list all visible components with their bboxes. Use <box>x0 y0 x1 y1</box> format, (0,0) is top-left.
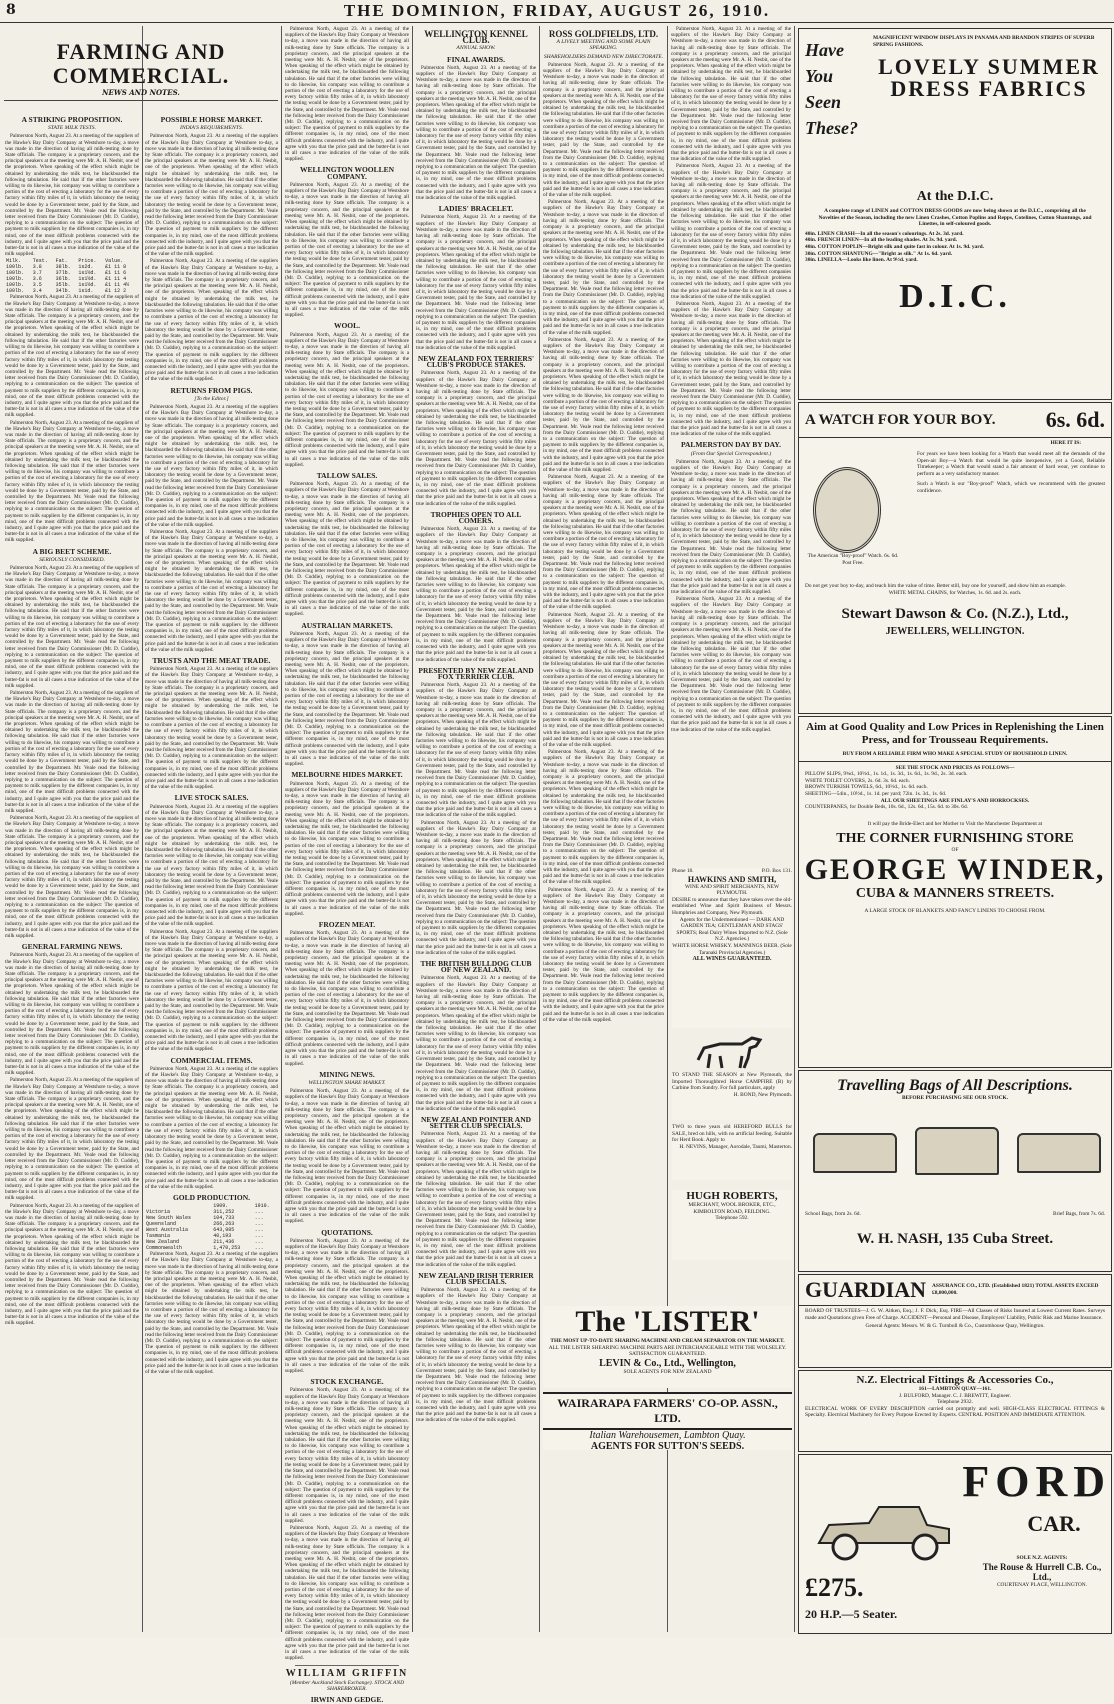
dic-item: 40in. FRENCH LINEN—In all the leading shades. At 3s. 9d. yard. <box>805 237 958 244</box>
advert-body: WHITE HORSE WHISKY. MANNINGS BEER. (Sole Taranaki Provincial Agencies.) <box>672 942 792 956</box>
advert-firm: WAIRARAPA FARMERS' CO-OP. ASSN., LTD. <box>543 1392 792 1430</box>
article-body: Palmerston North, August 23. At a meeting of the suppliers of the Hawke's Bay Dairy Company at Westshore to-day, a move was made in the direction of having all milk-testing done by State officials. The company is a proprietary concern, and the principal speakers at the meeting were Mr. A. H. Nesbit, one of the proprietors. When speaking of the effect which might be obtained by undertaking the milk test, he blackboarded the following tabulation. He said that if the other factories were willing to do likewise, his company was willing to contribute a portion of the cost of erecting a laboratory for the use of every factory within fifty miles of it, in which laboratory the testing would be done by a Government tester, paid by the State, and controlled by the Department. Mr. Veale read the following letter received from the Dairy Commissioner (Mr. D. Cuddie), replying to a communication on the subject: The question of payment to milk suppliers by the different companies is, in my mind, one of the most difficult problems connected with the industry, and I quite agree with you that the price paid and the butter-fat is not in all cases a true indication of the value of the milk supplied. <box>145 1251 278 1375</box>
advert-agents: AGENTS FOR SUTTON'S SEEDS. <box>590 1441 745 1452</box>
gladstone-bag-icon <box>915 1127 999 1175</box>
ford-car: CAR. <box>1027 1511 1081 1536</box>
advert-firm: HAWKINS AND SMITH, <box>687 874 777 884</box>
winder-see: SEE THE STOCK AND PRICES AS FOLLOWS— <box>895 764 1015 771</box>
article-body: Palmerston North, August 23. At a meeting of the suppliers of the Hawke's Bay Dairy Company at Westshore to-day, a move was made in the direction of having all milk-testing done by State officials. The company is a proprietary concern, and the principal speakers at the meeting were Mr. A. H. Nesbit, one of the proprietors. When speaking of the effect which might be obtained by undertaking the milk test, he blackboarded the following tabulation. He said that if the other factories were willing to do likewise, his company was willing to contribute a portion of the cost of erecting a laboratory for the use of every factory within fifty miles of it, in which laboratory the testing would be done by a Government tester, paid by the State, and controlled by the Department. Mr. Veale read the following letter received from the Dairy Commissioner (Mr. D. Cuddie), replying to a communication on the subject: The question of payment to milk suppliers by the different companies is, in my mind, one of the most difficult problems connected with the industry, and I quite agree with you that the price paid and the butter-fat is not in all cases a true indication of the value of the milk supplied. <box>145 803 278 928</box>
winder-buy: BUY FROM A RELIABLE FIRM WHO MAKE A SPECIAL STUDY OF HOUSEHOLD LINEN. <box>842 751 1068 757</box>
masthead-title: THE DOMINION, FRIDAY, AUGUST 26, 1910. <box>343 1 771 20</box>
article-heading: WELLINGTON KENNEL CLUB. <box>424 29 528 46</box>
nzelec-tel: Telephone 2932. <box>937 1399 973 1406</box>
article-heading: TALLOW SALES. <box>316 471 378 481</box>
column-rule <box>412 26 413 1632</box>
table-row: 100lb. 3.5 35lb. 1s1½d. £1 11 4½ <box>6 282 130 289</box>
advert-hereford <box>672 1124 792 1180</box>
article-body: Palmerston North, August 23. At a meeting of the suppliers of the Hawke's Bay Dairy Company at Westshore to-day, a move was made in the direction of having all milk-testing done by State officials. The company is a proprietary concern, and the principal speakers at the meeting were Mr. A. H. Nesbit, one of the proprietors. When speaking of the effect which might be obtained by undertaking the milk test, he blackboarded the following tabulation. He said that if the other factories were willing to do likewise, his company was willing to contribute a portion of the cost of erecting a laboratory for the use of every factory within fifty miles of it, in which laboratory the testing would be done by a Government tester, paid by the State, and controlled by the Department. Mr. Veale read the following letter received from the Dairy Commissioner (Mr. D. Cuddie), replying to a communication on the subject: The question of payment to milk suppliers by the different companies is, in my mind, one of the most difficult problems connected with the industry, and I quite agree with you that the price paid and the butter-fat is not in all cases a true indication of the value of the milk supplied. <box>416 682 536 819</box>
box-text: P.O. Box 131. <box>761 868 792 874</box>
article-subheading: SERIOUSLY CONSIDERED. <box>39 556 105 563</box>
ford-title: FORD <box>962 1457 1111 1506</box>
divider <box>799 761 1111 762</box>
article-heading: WOOL. <box>333 321 361 331</box>
article-body: Palmerston North, August 23. At a meeting of the suppliers of the Hawke's Bay Dairy Company at Westshore to-day, a move was made in the direction of having all milk-testing done by State officials. The company is a proprietary concern, and the principal speakers at the meeting were Mr. A. H. Nesbit, one of the proprietors. When speaking of the effect which might be obtained by undertaking the milk test, he blackboarded the following tabulation. He said that if the other factories were willing to do likewise, his company was willing to contribute a portion of the cost of erecting a laboratory for the use of every factory within fifty miles of it, in which laboratory the testing would be done by a Government tester, paid by the State, and controlled by the Department. Mr. Veale read the following letter received from the Dairy Commissioner (Mr. D. Cuddie), replying to a communication on the subject: The question of payment to milk suppliers by the different companies is, in my mind, one of the most difficult problems connected with the industry, and I quite agree with you that the price paid and the butter-fat is not in all cases a true indication of the value of the milk supplied. <box>543 749 664 886</box>
advert-sub: Italian Warehousemen, Lambton Quay. <box>589 1430 746 1441</box>
winder-name: GEORGE WINDER, <box>804 852 1106 886</box>
article-body: Palmerston North, August 23. At a meeting of the suppliers of the Hawke's Bay Dairy Company at Westshore to-day, a move was made in the direction of having all milk-testing done by State officials. The company is a proprietary concern, and the principal speakers at the meeting were Mr. A. H. Nesbit, one of the proprietors. When speaking of the effect which might be obtained by undertaking the milk test, he blackboarded the following tabulation. He said that if the other factories were willing to do likewise, his company was willing to contribute a portion of the cost of erecting a laboratory for the use of every factory within fifty miles of it, in which laboratory the testing would be done by a Government tester, paid by the State, and controlled by the Department. Mr. Veale read the following letter received from the Dairy Commissioner (Mr. D. Cuddie), replying to a communication on the subject: The question of payment to milk suppliers by the different companies is, in my mind, one of the most difficult problems connected with the industry, and I quite agree with you that the price paid and the butter-fat is not in all cases a true indication of the value of the milk supplied. <box>671 300 791 438</box>
dic-side <box>805 37 867 141</box>
watch-price: 6s. 6d. <box>1045 407 1105 432</box>
article-body: Palmerston North, August 23. At a meeting of the suppliers of the Hawke's Bay Dairy Company at Westshore to-day, a move was made in the direction of having all milk-testing done by State officials. The company is a proprietary concern, and the principal speakers at the meeting were Mr. A. H. Nesbit, one of the proprietors. When speaking of the effect which might be obtained by undertaking the milk test, he blackboarded the following tabulation. He said that if the other factories were willing to do likewise, his company was willing to contribute a portion of the cost of erecting a laboratory for the use of every factory within fifty miles of it, in which laboratory the testing would be done by a Government tester, paid by the State, and controlled by the Department. Mr. Veale read the following letter received from the Dairy Commissioner (Mr. D. Cuddie), replying to a communication on the subject: The question of payment to milk suppliers by the different companies is, in my mind, one of the most difficult problems connected with the industry, and I quite agree with you that the price paid and the butter-fat is not in all cases a true indication of the value of the milk supplied. <box>285 1524 409 1662</box>
watch-here: HERE IT IS: <box>1050 440 1081 446</box>
winder-line: SHEETING—54in., 10½d., 1s. 1d. per yard; 72in. 1s. 3d., 1s. 6d. <box>805 790 947 797</box>
article-heading: MELBOURNE HIDES MARKET. <box>291 770 403 780</box>
article-body: Palmerston North, August 23. At a meeting of the suppliers of the Hawke's Bay Dairy Company at Westshore to-day, a move was made in the direction of having all milk-testing done by State officials. The company is a proprietary concern, and the principal speakers at the meeting were Mr. A. H. Nesbit, one of the proprietors. When speaking of the effect which might be obtained by undertaking the milk test, he blackboarded the following tabulation. He said that if the other factories were willing to do likewise, his company was willing to contribute a portion of the cost of erecting a laboratory for the use of every factory within fifty miles of it, in which laboratory the testing would be done by a Government tester, paid by the State, and controlled by the Department. Mr. Veale read the following letter received from the Dairy Commissioner (Mr. D. Cuddie), replying to a communication on the subject: The question of payment to milk suppliers by the different companies is, in my mind, one of the most difficult problems connected with the industry, and I quite agree with you that the price paid and the butter-fat is not in all cases a true indication of the value of the milk supplied. <box>285 780 409 917</box>
ford-agents: SOLE N.Z. AGENTS: <box>1016 1555 1068 1561</box>
bags-title: Travelling Bags of All Descriptions. <box>837 1077 1073 1094</box>
dic-main <box>873 35 1105 100</box>
article-body: Palmerston North, August 23. At a meeting of the suppliers of the Hawke's Bay Dairy Company at Westshore to-day, a move was made in the direction of having all milk-testing done by State officials. The company is a proprietary concern, and the principal speakers at the meeting were Mr. A. H. Nesbit, one of the proprietors. When speaking of the effect which might be obtained by undertaking the milk test, he blackboarded the following tabulation. He said that if the other factories were willing to do likewise, his company was willing to contribute a portion of the cost of erecting a laboratory for the use of every factory within fifty miles of it, in which laboratory the testing would be done by a Government tester, paid by the State, and controlled by the Department. Mr. Veale read the following letter received from the Dairy Commissioner (Mr. D. Cuddie), replying to a communication on the subject: The question of payment to milk suppliers by the different companies is, in my mind, one of the most difficult problems connected with the industry, and I quite agree with you that the price paid and the butter-fat is not in all cases a true indication of the value of the milk supplied. <box>416 819 536 956</box>
winder-of: OF <box>951 847 959 854</box>
advert-hawkins-smith <box>672 868 792 1028</box>
advert-dic <box>798 28 1112 400</box>
column-2 <box>145 112 278 1632</box>
column-4 <box>416 26 536 1632</box>
article-body: Palmerston North, August 23. At a meeting of the suppliers of the Hawke's Bay Dairy Company at Westshore to-day, a move was made in the direction of having all milk-testing done by State officials. The company is a proprietary concern, and the principal speakers at the meeting were Mr. A. H. Nesbit, one of the proprietors. When speaking of the effect which might be obtained by undertaking the milk test, he blackboarded the following tabulation. He said that if the other factories were willing to do likewise, his company was willing to contribute a portion of the cost of erecting a laboratory for the use of every factory within fifty miles of it, in which laboratory the testing would be done by a Government tester, paid by the State, and controlled by the Department. Mr. Veale read the following letter received from the Dairy Commissioner (Mr. D. Cuddie), replying to a communication on the subject: The question of payment to milk suppliers by the different companies is, in my mind, one of the most difficult problems connected with the industry, and I quite agree with you that the price paid and the butter-fat is not in all cases a true indication of the value of the milk supplied. <box>5 419 139 544</box>
advert-bags <box>798 1070 1112 1272</box>
article-body: Palmerston North, August 23. At a meeting of the suppliers of the Hawke's Bay Dairy Company at Westshore to-day, a move was made in the direction of having all milk-testing done by State officials. The company is a proprietary concern, and the principal speakers at the meeting were Mr. A. H. Nesbit, one of the proprietors. When speaking of the effect which might be obtained by undertaking the milk test, he blackboarded the following tabulation. He said that if the other factories were willing to do likewise, his company was willing to contribute a portion of the cost of erecting a laboratory for the use of every factory within fifty miles of it, in which laboratory the testing would be done by a Government tester, paid by the State, and controlled by the Department. Mr. Veale read the following letter received from the Dairy Commissioner (Mr. D. Cuddie), replying to a communication on the subject: The question of payment to milk suppliers by the different companies is, in my mind, one of the most difficult problems connected with the industry, and I quite agree with you that the price paid and the butter-fat is not in all cases a true indication of the value of the milk supplied. <box>543 61 664 199</box>
dic-logo: D.I.C. <box>899 277 1011 315</box>
article-heading: RETURNS FROM PIGS. <box>170 385 253 395</box>
table-row: Tasmania 40,193 ... <box>146 1233 264 1240</box>
article-body: Palmerston North, August 23. At a meeting of the suppliers of the Hawke's Bay Dairy Company at Westshore to-day, a move was made in the direction of having all milk-testing done by State officials. The company is a proprietary concern, and the principal speakers at the meeting were Mr. A. H. Nesbit, one of the proprietors. When speaking of the effect which might be obtained by undertaking the milk test, he blackboarded the following tabulation. He said that if the other factories were willing to do likewise, his company was willing to contribute a portion of the cost of erecting a laboratory for the use of every factory within fifty miles of it, in which laboratory the testing would be done by a Government tester, paid by the State, and controlled by the Department. Mr. Veale read the following letter received from the Dairy Commissioner (Mr. D. Cuddie), replying to a communication on the subject: The question of payment to milk suppliers by the different companies is, in my mind, one of the most difficult problems connected with the industry, and I quite agree with you that the price paid and the butter-fat is not in all cases a true indication of the value of the milk supplied. <box>145 133 278 258</box>
article-body: Palmerston North, August 23. At a meeting of the suppliers of the Hawke's Bay Dairy Company at Westshore to-day, a move was made in the direction of having all milk-testing done by State officials. The company is a proprietary concern, and the principal speakers at the meeting were Mr. A. H. Nesbit, one of the proprietors. When speaking of the effect which might be obtained by undertaking the milk test, he blackboarded the following tabulation. He said that if the other factories were willing to do likewise, his company was willing to contribute a portion of the cost of erecting a laboratory for the use of every factory within fifty miles of it, in which laboratory the testing would be done by a Government tester, paid by the State, and controlled by the Department. Mr. Veale read the following letter received from the Dairy Commissioner (Mr. D. Cuddie), replying to a communication on the subject: The question of payment to milk suppliers by the different companies is, in my mind, one of the most difficult problems connected with the industry, and I quite agree with you that the price paid and the butter-fat is not in all cases a true indication of the value of the milk supplied. <box>416 1131 536 1268</box>
dic-item: 30in. LINELLA—Looks like linen. At 9½d. yard. <box>805 257 918 264</box>
article-body: Palmerston North, August 23. At a meeting of the suppliers of the Hawke's Bay Dairy Company at Westshore to-day, a move was made in the direction of having all milk-testing done by State officials. The company is a proprietary concern, and the principal speakers at the meeting were Mr. A. H. Nesbit, one of the proprietors. When speaking of the effect which might be obtained by undertaking the milk test, he blackboarded the following tabulation. He said that if the other factories were willing to do likewise, his company was willing to contribute a portion of the cost of erecting a laboratory for the use of every factory within fifty miles of it, in which laboratory the testing would be done by a Government tester, paid by the State, and controlled by the Department. Mr. Veale read the following letter received from the Dairy Commissioner (Mr. D. Cuddie), replying to a communication on the subject: The question of payment to milk suppliers by the different companies is, in my mind, one of the most difficult problems connected with the industry, and I quite agree with you that the price paid and the butter-fat is not in all cases a true indication of the value of the milk supplied. <box>145 529 278 653</box>
winder-note: It will pay the Bride-Elect and her Mother to Visit the Manchester Department at <box>867 820 1043 827</box>
table-row: 100lb. 3.8 38lb. 1s2d. £1 11 8 <box>6 264 127 271</box>
guardian-agent: General Agents: Messrs. W. & G. Turnbull & Co., Customhouse Quay, Wellington. <box>865 1323 1045 1330</box>
table-row: Queensland 266,263 ... <box>146 1221 264 1228</box>
advert-body: TO STAND THE SEASON at New Plymouth, the Imported Thoroughbred Horse CAMPFIRE (B) by Carbine from Sundry. For full particulars, apply <box>672 1072 792 1092</box>
article-body: Palmerston North, August 23. At a meeting of the suppliers of the Hawke's Bay Dairy Company at Westshore to-day, a move was made in the direction of having all milk-testing done by State officials. The company is a proprietary concern, and the principal speakers at the meeting were Mr. A. H. Nesbit, one of the proprietors. When speaking of the effect which might be obtained by undertaking the milk test, he blackboarded the following tabulation. He said that if the other factories were willing to do likewise, his company was willing to contribute a portion of the cost of erecting a laboratory for the use of every factory within fifty miles of it, in which laboratory the testing would be done by a Government tester, paid by the State, and controlled by the Department. Mr. Veale read the following letter received from the Dairy Commissioner (Mr. D. Cuddie), replying to a communication on the subject: The question of payment to milk suppliers by the different companies is, in my mind, one of the most difficult problems connected with the industry, and I quite agree with you that the price paid and the butter-fat is not in all cases a true indication of the value of the milk supplied. <box>416 1287 536 1424</box>
ford-addr: COURTENAY PLACE, WELLINGTON. <box>996 1581 1088 1588</box>
article-heading: A BIG BEET SCHEME. <box>32 546 112 556</box>
table-cell: Milk. <box>6 258 22 265</box>
watch-chains: WHITE METAL CHAINS, for Watches, 1s. 6d. and 2s. each. <box>888 589 1022 596</box>
watch-firm: Stewart Dawson & Co. (N.Z.), Ltd., <box>841 606 1069 623</box>
advert-irwin: IRWIN AND GEDGE. <box>310 1695 384 1704</box>
column-rule <box>539 26 540 1632</box>
column-rule <box>794 26 795 1632</box>
lister-name: 'LISTER' <box>632 1305 760 1338</box>
dic-item: 40in. COTTON POPLIN—Bright silk and quite fast in colour. At 1s. 9d. yard. <box>805 243 984 250</box>
section-subtitle: NEWS AND NOTES. <box>4 88 278 101</box>
advert-sign: H. NEVINS, Manager, Aorodale, Taumi, Masterton. <box>679 1143 792 1150</box>
advert-firm: LEVIN & Co., Ltd., Wellington, <box>599 1357 736 1369</box>
article-heading: PALMERSTON DAY BY DAY. <box>680 440 782 450</box>
table-row: Commonwealth 1,470,253 ... <box>146 1245 264 1252</box>
article-body: Palmerston North, August 23. At a meeting of the suppliers of the Hawke's Bay Dairy Company at Westshore to-day, a move was made in the direction of having all milk-testing done by State officials. The company is a proprietary concern, and the principal speakers at the meeting were Mr. A. H. Nesbit, one of the proprietors. When speaking of the effect which might be obtained by undertaking the milk test, he blackboarded the following tabulation. He said that if the other factories were willing to do likewise, his company was willing to contribute a portion of the cost of erecting a laboratory for the use of every factory within fifty miles of it, in which laboratory the testing would be done by a Government tester, paid by the State, and controlled by the Department. Mr. Veale read the following letter received from the Dairy Commissioner (Mr. D. Cuddie), replying to a communication on the subject: The question of payment to milk suppliers by the different companies is, in my mind, one of the most difficult problems connected with the industry, and I quite agree with you that the price paid and the butter-fat is not in all cases a true indication of the value of the milk supplied. <box>285 1237 409 1375</box>
dic-side-line: Seen <box>805 92 841 112</box>
advert-stand <box>672 1072 792 1120</box>
article-body: Palmerston North, August 23. At a meeting of the suppliers of the Hawke's Bay Dairy Company at Westshore to-day, a move was made in the direction of having all milk-testing done by State officials. The company is a proprietary concern, and the principal speakers at the meeting were Mr. A. H. Nesbit, one of the proprietors. When speaking of the effect which might be obtained by undertaking the milk test, he blackboarded the following tabulation. He said that if the other factories were willing to do likewise, his company was willing to contribute a portion of the cost of erecting a laboratory for the use of every factory within fifty miles of it, in which laboratory the testing would be done by a Government tester, paid by the State, and controlled by the Department. Mr. Veale read the following letter received from the Dairy Commissioner (Mr. D. Cuddie), replying to a communication on the subject: The question of payment to milk suppliers by the different companies is, in my mind, one of the most difficult problems connected with the industry, and I quite agree with you that the price paid and the butter-fat is not in all cases a true indication of the value of the milk supplied. <box>543 336 664 474</box>
article-subheading: SHAREHOLDERS DEMAND NEW DIRECTORATE. <box>543 53 664 60</box>
brief-bag-icon <box>1017 1133 1101 1173</box>
ford-firm: The Rouse & Hurrell C.B. Co., Ltd., <box>982 1561 1102 1582</box>
advert-hugh-roberts <box>672 1190 792 1260</box>
article-body: Palmerston North, August 23. At a meeting of the suppliers of the Hawke's Bay Dairy Company at Westshore to-day, a move was made in the direction of having all milk-testing done by State officials. The company is a proprietary concern, and the principal speakers at the meeting were Mr. A. H. Nesbit, one of the proprietors. When speaking of the effect which might be obtained by undertaking the milk test, he blackboarded the following tabulation. He said that if the other factories were willing to do likewise, his company was willing to contribute a portion of the cost of erecting a laboratory for the use of every factory within fifty miles of it, in which laboratory the testing would be done by a Government tester, paid by the State, and controlled by the Department. Mr. Veale read the following letter received from the Dairy Commissioner (Mr. D. Cuddie), replying to a communication on the subject: The question of payment to milk suppliers by the different companies is, in my mind, one of the most difficult problems connected with the industry, and I quite agree with you that the price paid and the butter-fat is not in all cases a true indication of the value of the milk supplied. <box>145 258 278 383</box>
guardian-header <box>799 1275 1111 1306</box>
section-heading <box>4 40 278 105</box>
advert-guardian <box>798 1274 1112 1368</box>
watch-copy <box>917 451 1105 495</box>
watch-body: For years we have been looking for a Watch that would meet all the demands of the Open-air Boy—a Watch that would be quite inexpensive, yet a Good, Reliable Timekeeper; a Watch that would stand a fair amount of hard wear, yet continue to perform as a very satisfactory manner. <box>917 451 1105 477</box>
ford-agents-block <box>979 1555 1105 1588</box>
table-row: 100lb. 3.6 36lb. 1s1½d. £1 11 4 <box>6 276 127 283</box>
dic-side-line: You <box>805 66 834 86</box>
column-1 <box>5 112 139 1632</box>
article-subheading: A LIVELY MEETING AND SOME PLAIN SPEAKING. <box>556 39 651 52</box>
article-body: Palmerston North, August 23. At a meeting of the suppliers of the Hawke's Bay Dairy Company at Westshore to-day, a move was made in the direction of having all milk-testing done by State officials. The company is a proprietary concern, and the principal speakers at the meeting were Mr. A. H. Nesbit, one of the proprietors. When speaking of the effect which might be obtained by undertaking the milk test, he blackboarded the following tabulation. He said that if the other factories were willing to do likewise, his company was willing to contribute a portion of the cost of erecting a laboratory for the use of every factory within fifty miles of it, in which laboratory the testing would be done by a Government tester, paid by the State, and controlled by the Department. Mr. Veale read the following letter received from the Dairy Commissioner (Mr. D. Cuddie), replying to a communication on the subject: The question of payment to milk suppliers by the different companies is, in my mind, one of the most difficult problems connected with the industry, and I quite agree with you that the price paid and the butter-fat is not in all cases a true indication of the value of the milk supplied. <box>5 1202 139 1327</box>
article-heading: MINING NEWS. <box>319 1069 375 1079</box>
article-subheading: WELLINGTON SHARE MARKET. <box>308 1079 386 1086</box>
masthead <box>0 0 1114 23</box>
article-heading: TROPHIES OPEN TO ALL COMERS. <box>430 509 522 526</box>
advert-tel: Telephone 592. <box>715 1215 749 1222</box>
article-body: Palmerston North, August 23. At a meeting of the suppliers of the Hawke's Bay Dairy Company at Westshore to-day, a move was made in the direction of having all milk-testing done by State officials. The company is a proprietary concern, and the principal speakers at the meeting were Mr. A. H. Nesbit, one of the proprietors. When speaking of the effect which might be obtained by undertaking the milk test, he blackboarded the following tabulation. He said that if the other factories were willing to do likewise, his company was willing to contribute a portion of the cost of erecting a laboratory for the use of every factory within fifty miles of it, in which laboratory the testing would be done by a Government tester, paid by the State, and controlled by the Department. Mr. Veale read the following letter received from the Dairy Commissioner (Mr. D. Cuddie), replying to a communication on the subject: The question of payment to milk suppliers by the different companies is, in my mind, one of the most difficult problems connected with the industry, and I quite agree with you that the price paid and the butter-fat is not in all cases a true indication of the value of the milk supplied. <box>145 1065 278 1190</box>
advert-tagline: ALL WINES GUARANTEED. <box>692 956 772 963</box>
winder-line: WHITE TOILET COVERS, 2s. 6d. 3s. 6d. each. <box>805 777 910 784</box>
dic-body-text: A complete range of LINEN and COTTON DRESS GOODS are now being shown at the D.I.C., comprising all the Novelties of the Season, including the new Linen Crashes, Cotton Poplins and Repps, Cotelines, Cotton Shantungs, and Linettes, in self-coloured goods. <box>818 208 1092 228</box>
dic-headline: LOVELY SUMMER DRESS FABRICS <box>878 54 1100 102</box>
article-body: Palmerston North, August 23. At a meeting of the suppliers of the Hawke's Bay Dairy Company at Westshore to-day, a move was made in the direction of having all milk-testing done by State officials. The company is a proprietary concern, and the principal speakers at the meeting were Mr. A. H. Nesbit, one of the proprietors. When speaking of the effect which might be obtained by undertaking the milk test, he blackboarded the following tabulation. He said that if the other factories were willing to do likewise, his company was willing to contribute a portion of the cost of erecting a laboratory for the use of every factory within fifty miles of it, in which laboratory the testing would be done by a Government tester, paid by the State, and controlled by the Department. Mr. Veale read the following letter received from the Dairy Commissioner (Mr. D. Cuddie), replying to a communication on the subject: The question of payment to milk suppliers by the different companies is, in my mind, one of the most difficult problems connected with the industry, and I quite agree with you that the price paid and the butter-fat is not in all cases a true indication of the value of the milk supplied. <box>671 26 791 163</box>
watch-title: A WATCH FOR YOUR BOY. <box>805 411 996 428</box>
article-body: Palmerston North, August 23. At a meeting of the suppliers of the Hawke's Bay Dairy Company at Westshore to-day, a move was made in the direction of having all milk-testing done by State officials. The company is a proprietary concern, and the principal speakers at the meeting were Mr. A. H. Nesbit, one of the proprietors. When speaking of the effect which might be obtained by undertaking the milk test, he blackboarded the following tabulation. He said that if the other factories were willing to do likewise, his company was willing to contribute a portion of the cost of erecting a laboratory for the use of every factory within fifty miles of it, in which laboratory the testing would be done by a Government tester, paid by the State, and controlled by the Department. Mr. Veale read the following letter received from the Dairy Commissioner (Mr. D. Cuddie), replying to a communication on the subject: The question of payment to milk suppliers by the different companies is, in my mind, one of the most difficult problems connected with the industry, and I quite agree with you that the price paid and the butter-fat is not in all cases a true indication of the value of the milk supplied. <box>5 1077 139 1202</box>
page-number: 8 <box>6 2 16 18</box>
column-5 <box>543 26 664 1301</box>
article-heading: A STRIKING PROPOSITION. <box>21 115 123 124</box>
article-body: Palmerston North, August 23. At a meeting of the suppliers of the Hawke's Bay Dairy Company at Westshore to-day, a move was made in the direction of having all milk-testing done by State officials. The company is a proprietary concern, and the principal speakers at the meeting were Mr. A. H. Nesbit, one of the proprietors. When speaking of the effect which might be obtained by undertaking the milk test, he blackboarded the following tabulation. He said that if the other factories were willing to do likewise, his company was willing to contribute a portion of the cost of erecting a laboratory for the use of every factory within fifty miles of it, in which laboratory the testing would be done by a Government tester, paid by the State, and controlled by the Department. Mr. Veale read the following letter received from the Dairy Commissioner (Mr. D. Cuddie), replying to a communication on the subject: The question of payment to milk suppliers by the different companies is, in my mind, one of the most difficult problems connected with the industry, and I quite agree with you that the price paid and the butter-fat is not in all cases a true indication of the value of the milk supplied. <box>416 64 536 202</box>
dic-side-line: Have <box>805 40 844 60</box>
article-body: Palmerston North, August 23. At a meeting of the suppliers of the Hawke's Bay Dairy Company at Westshore to-day, a move was made in the direction of having all milk-testing done by State officials. The company is a proprietary concern, and the principal speakers at the meeting were Mr. A. H. Nesbit, one of the proprietors. When speaking of the effect which might be obtained by undertaking the milk test, he blackboarded the following tabulation. He said that if the other factories were willing to do likewise, his company was willing to contribute a portion of the cost of erecting a laboratory for the use of every factory within fifty miles of it, in which laboratory the testing would be done by a Government tester, paid by the State, and controlled by the Department. Mr. Veale read the following letter received from the Dairy Commissioner (Mr. D. Cuddie), replying to a communication on the subject: The question of payment to milk suppliers by the different companies is, in my mind, one of the most difficult problems connected with the industry, and I quite agree with you that the price paid and the butter-fat is not in all cases a true indication of the value of the milk supplied. <box>285 1088 409 1225</box>
article-body: Palmerston North, August 23. At a meeting of the suppliers of the Hawke's Bay Dairy Company at Westshore to-day, a move was made in the direction of having all milk-testing done by State officials. The company is a proprietary concern, and the principal speakers at the meeting were Mr. A. H. Nesbit, one of the proprietors. When speaking of the effect which might be obtained by undertaking the milk test, he blackboarded the following tabulation. He said that if the other factories were willing to do likewise, his company was willing to contribute a portion of the cost of erecting a laboratory for the use of every factory within fifty miles of it, in which laboratory the testing would be done by a Government tester, paid by the State, and controlled by the Department. Mr. Veale read the following letter received from the Dairy Commissioner (Mr. D. Cuddie), replying to a communication on the subject: The question of payment to milk suppliers by the different companies is, in my mind, one of the most difficult problems connected with the industry, and I quite agree with you that the price paid and the butter-fat is not in all cases a true indication of the value of the milk supplied. <box>543 199 664 336</box>
watch-footer <box>805 583 1105 637</box>
dic-item: 40in. LINEN CRASH—In all the season's colourings. At 2s. 3d. yard. <box>805 230 964 237</box>
advert-sub: THE MOST UP-TO-DATE SHARING MACHINE AND CREAM SEPARATOR ON THE MARKET. <box>550 1338 785 1344</box>
article-body: Palmerston North, August 23. At a meeting of the suppliers of the Hawke's Bay Dairy Company at Westshore to-day, a move was made in the direction of having all milk-testing done by State officials. The company is a proprietary concern, and the principal speakers at the meeting were Mr. A. H. Nesbit, one of the proprietors. When speaking of the effect which might be obtained by undertaking the milk test, he blackboarded the following tabulation. He said that if the other factories were willing to do likewise, his company was willing to contribute a portion of the cost of erecting a laboratory for the use of every factory within fifty miles of it, in which laboratory the testing would be done by a Government tester, paid by the State, and controlled by the Department. Mr. Veale read the following letter received from the Dairy Commissioner (Mr. D. Cuddie), replying to a communication on the subject: The question of payment to milk suppliers by the different companies is, in my mind, one of the most difficult problems connected with the industry, and I quite agree with you that the price paid and the butter-fat is not in all cases a true indication of the value of the milk supplied. <box>416 975 536 1112</box>
article-heading: COMMERCIAL ITEMS. <box>170 1055 253 1065</box>
table-cell: Value. <box>105 258 124 265</box>
article-heading: QUOTATIONS. <box>321 1227 373 1237</box>
school-bag-icon <box>813 1133 897 1173</box>
bags-firm: W. H. NASH, 135 Cuba Street. <box>856 1231 1054 1247</box>
article-body: Palmerston North, August 23. At a meeting of the suppliers of the Hawke's Bay Dairy Company at Westshore to-day, a move was made in the direction of having all milk-testing done by State officials. The company is a proprietary concern, and the principal speakers at the meeting were Mr. A. H. Nesbit, one of the proprietors. When speaking of the effect which might be obtained by undertaking the milk test, he blackboarded the following tabulation. He said that if the other factories were willing to do likewise, his company was willing to contribute a portion of the cost of erecting a laboratory for the use of every factory within fifty miles of it, in which laboratory the testing would be done by a Government tester, paid by the State, and controlled by the Department. Mr. Veale read the following letter received from the Dairy Commissioner (Mr. D. Cuddie), replying to a communication on the subject: The question of payment to milk suppliers by the different companies is, in my mind, one of the most difficult problems connected with the industry, and I quite agree with you that the price paid and the butter-fat is not in all cases a true indication of the value of the milk supplied. <box>5 690 139 814</box>
watch-header <box>799 403 1111 438</box>
guardian-body: BOARD OF TRUSTEES—J. G. W. Aitken, Esq.; J. F. Dick, Esq. FIRE—All Classes of Risks Insured at Lowest Current Rates. Surveys made and Quotations given Free of Charge. ACCIDENT—Personal and Disease, Employers' Liability, Public Risk and Marine Insurance. <box>805 1308 1105 1321</box>
article-body: Palmerston North, August 23. At a meeting of the suppliers of the Hawke's Bay Dairy Company at Westshore to-day, a move was made in the direction of having all milk-testing done by State officials. The company is a proprietary concern, and the principal speakers at the meeting were Mr. A. H. Nesbit, one of the proprietors. When speaking of the effect which might be obtained by undertaking the milk test, he blackboarded the following tabulation. He said that if the other factories were willing to do likewise, his company was willing to contribute a portion of the cost of erecting a laboratory for the use of every factory within fifty miles of it, in which laboratory the testing would be done by a Government tester, paid by the State, and controlled by the Department. Mr. Veale read the following letter received from the Dairy Commissioner (Mr. D. Cuddie), replying to a communication on the subject: The question of payment to milk suppliers by the different companies is, in my mind, one of the most difficult problems connected with the industry, and I quite agree with you that the price paid and the butter-fat is not in all cases a true indication of the value of the milk supplied. <box>416 214 536 351</box>
table-header: 1909. 1910. <box>213 1203 270 1210</box>
article-body: Palmerston North, August 23. At a meeting of the suppliers of the Hawke's Bay Dairy Company at Westshore to-day, a move was made in the direction of having all milk-testing done by State officials. The company is a proprietary concern, and the principal speakers at the meeting were Mr. A. H. Nesbit, one of the proprietors. When speaking of the effect which might be obtained by undertaking the milk test, he blackboarded the following tabulation. He said that if the other factories were willing to do likewise, his company was willing to contribute a portion of the cost of erecting a laboratory for the use of every factory within fifty miles of it, in which laboratory the testing would be done by a Government tester, paid by the State, and controlled by the Department. Mr. Veale read the following letter received from the Dairy Commissioner (Mr. D. Cuddie), replying to a communication on the subject: The question of payment to milk suppliers by the different companies is, in my mind, one of the most difficult problems connected with the industry, and I quite agree with you that the price paid and the butter-fat is not in all cases a true indication of the value of the milk supplied. <box>671 163 791 300</box>
article-heading: LADIES' BRACELET. <box>438 204 514 214</box>
article-body: Palmerston North, August 23. At a meeting of the suppliers of the Hawke's Bay Dairy Company at Westshore to-day, a move was made in the direction of having all milk-testing done by State officials. The company is a proprietary concern, and the principal speakers at the meeting were Mr. A. H. Nesbit, one of the proprietors. When speaking of the effect which might be obtained by undertaking the milk test, he blackboarded the following tabulation. He said that if the other factories were willing to do likewise, his company was willing to contribute a portion of the cost of erecting a laboratory for the use of every factory within fifty miles of it, in which laboratory the testing would be done by a Government tester, paid by the State, and controlled by the Department. Mr. Veale read the following letter received from the Dairy Commissioner (Mr. D. Cuddie), replying to a communication on the subject: The question of payment to milk suppliers by the different companies is, in my mind, one of the most difficult problems connected with the industry, and I quite agree with you that the price paid and the butter-fat is not in all cases a true indication of the value of the milk supplied. <box>416 370 536 507</box>
watch-city: JEWELLERS, WELLINGTON. <box>885 626 1025 638</box>
article-body: Palmerston North, August 23. At a meeting of the suppliers of the Hawke's Bay Dairy Company at Westshore to-day, a move was made in the direction of having all milk-testing done by State officials. The company is a proprietary concern, and the principal speakers at the meeting were Mr. A. H. Nesbit, one of the proprietors. When speaking of the effect which might be obtained by undertaking the milk test, he blackboarded the following tabulation. He said that if the other factories were willing to do likewise, his company was willing to contribute a portion of the cost of erecting a laboratory for the use of every factory within fifty miles of it, in which laboratory the testing would be done by a Government tester, paid by the State, and controlled by the Department. Mr. Veale read the following letter received from the Dairy Commissioner (Mr. D. Cuddie), replying to a communication on the subject: The question of payment to milk suppliers by the different companies is, in my mind, one of the most difficult problems connected with the industry, and I quite agree with you that the price paid and the butter-fat is not in all cases a true indication of the value of the milk supplied. <box>145 928 278 1053</box>
article-heading: PRESENTED BY NEW ZEALAND FOX TERRIER CLUB. <box>418 665 534 681</box>
advert-body: DESIRE to announce that they have taken over the old-established Wine and Spirit Business of Messrs. Humphries and Company, New Plymouth. <box>672 896 792 916</box>
lister-title <box>543 1306 792 1338</box>
nzelec-title: N.Z. Electrical Fittings & Accessories Co., <box>856 1374 1054 1386</box>
advert-sole: SOLE AGENTS FOR NEW ZEALAND <box>623 1368 712 1375</box>
article-subheading: INDIA'S REQUIREMENTS. <box>179 125 244 132</box>
horse-icon <box>690 1030 770 1070</box>
article-body: Palmerston North, August 23. At a meeting of the suppliers of the Hawke's Bay Dairy Company at Westshore to-day, a move was made in the direction of having all milk-testing done by State officials. The company is a proprietary concern, and the principal speakers at the meeting were Mr. A. H. Nesbit, one of the proprietors. When speaking of the effect which might be obtained by undertaking the milk test, he blackboarded the following tabulation. He said that if the other factories were willing to do likewise, his company was willing to contribute a portion of the cost of erecting a laboratory for the use of every factory within fifty miles of it, in which laboratory the testing would be done by a Government tester, paid by the State, and controlled by the Department. Mr. Veale read the following letter received from the Dairy Commissioner (Mr. D. Cuddie), replying to a communication on the subject: The question of payment to milk suppliers by the different companies is, in my mind, one of the most difficult problems connected with the industry, and I quite agree with you that the price paid and the butter-fat is not in all cases a true indication of the value of the milk supplied. <box>5 815 139 939</box>
bags-left: School Bags, from 2s. 6d. <box>805 1211 861 1217</box>
column-rule <box>142 26 143 1632</box>
advert-body: ALL THE LISTER SHEARING MACHINE PARTS ARE INTERCHANGEABLE WITH THE WOLSELEY. SATISFACTION GUARANTEED. <box>548 1344 787 1358</box>
guardian-tag: ASSURANCE CO., LTD. (Established 1821) TOTAL ASSETS EXCEED £8,000,000. <box>932 1283 1099 1296</box>
table-row: West Australia 643,985 ... <box>146 1227 264 1234</box>
article-subheading: (From Our Special Correspondent.) <box>690 450 772 457</box>
article-heading: AUSTRALIAN MARKETS. <box>301 620 393 630</box>
winder-blankets: A LARGE STOCK OF BLANKETS AND FANCY LINENS TO CHOOSE FROM. <box>864 907 1046 914</box>
advert-sub: WINE AND SPIRIT MERCHANTS, NEW PLYMOUTH. <box>684 883 780 897</box>
article-heading: NEW ZEALAND POINTER AND SETTER CLUB SPECIALS. <box>420 1114 532 1131</box>
article-heading: GENERAL FARMING NEWS. <box>21 942 123 952</box>
advert-contact <box>672 868 792 875</box>
article-body: Palmerston North, August 23. At a meeting of the suppliers of the Hawke's Bay Dairy Company at Westshore to-day, a move was made in the direction of having all milk-testing done by State officials. The company is a proprietary concern, and the principal speakers at the meeting were Mr. A. H. Nesbit, one of the proprietors. When speaking of the effect which might be obtained by undertaking the milk test, he blackboarded the following tabulation. He said that if the other factories were willing to do likewise, his company was willing to contribute a portion of the cost of erecting a laboratory for the use of every factory within fifty miles of it, in which laboratory the testing would be done by a Government tester, paid by the State, and controlled by the Department. Mr. Veale read the following letter received from the Dairy Commissioner (Mr. D. Cuddie), replying to a communication on the subject: The question of payment to milk suppliers by the different companies is, in my mind, one of the most difficult problems connected with the industry, and I quite agree with you that the price paid and the butter-fat is not in all cases a true indication of the value of the milk supplied. <box>671 596 791 733</box>
article-heading: STOCK EXCHANGE. <box>310 1377 384 1387</box>
article-body: Palmerston North, August 23. At a meeting of the suppliers of the Hawke's Bay Dairy Company at Westshore to-day, a move was made in the direction of having all milk-testing done by State officials. The company is a proprietary concern, and the principal speakers at the meeting were Mr. A. H. Nesbit, one of the proprietors. When speaking of the effect which might be obtained by undertaking the milk test, he blackboarded the following tabulation. He said that if the other factories were willing to do likewise, his company was willing to contribute a portion of the cost of erecting a laboratory for the use of every factory within fifty miles of it, in which laboratory the testing would be done by a Government tester, paid by the State, and controlled by the Department. Mr. Veale read the following letter received from the Dairy Commissioner (Mr. D. Cuddie), replying to a communication on the subject: The question of payment to milk suppliers by the different companies is, in my mind, one of the most difficult problems connected with the industry, and I quite agree with you that the price paid and the butter-fat is not in all cases a true indication of the value of the milk supplied. <box>285 331 409 468</box>
ford-price: £275. <box>805 1573 864 1602</box>
article-heading: THE BRITISH BULLDOG CLUB OF NEW ZEALAND. <box>420 959 532 975</box>
article-heading: FINAL AWARDS. <box>447 54 505 64</box>
advert-lister <box>543 1306 792 1388</box>
article-body: Palmerston North, August 23. At a meeting of the suppliers of the Hawke's Bay Dairy Company at Westshore to-day, a move was made in the direction of having all milk-testing done by State officials. The company is a proprietary concern, and the principal speakers at the meeting were Mr. A. H. Nesbit, one of the proprietors. When speaking of the effect which might be obtained by undertaking the milk test, he blackboarded the following tabulation. He said that if the other factories were willing to do likewise, his company was willing to contribute a portion of the cost of erecting a laboratory for the use of every factory within fifty miles of it, in which laboratory the testing would be done by a Government tester, paid by the State, and controlled by the Department. Mr. Veale read the following letter received from the Dairy Commissioner (Mr. D. Cuddie), replying to a communication on the subject: The question of payment to milk suppliers by the different companies is, in my mind, one of the most difficult problems connected with the industry, and I quite agree with you that the price paid and the butter-fat is not in all cases a true indication of the value of the milk supplied. <box>145 666 278 791</box>
article-body: Palmerston North, August 23. At a meeting of the suppliers of the Hawke's Bay Dairy Company at Westshore to-day, a move was made in the direction of having all milk-testing done by State officials. The company is a proprietary concern, and the principal speakers at the meeting were Mr. A. H. Nesbit, one of the proprietors. When speaking of the effect which might be obtained by undertaking the milk test, he blackboarded the following tabulation. He said that if the other factories were willing to do likewise, his company was willing to contribute a portion of the cost of erecting a laboratory for the use of every factory within fifty miles of it, in which laboratory the testing would be done by a Government tester, paid by the State, and controlled by the Department. Mr. Veale read the following letter received from the Dairy Commissioner (Mr. D. Cuddie), replying to a communication on the subject: The question of payment to milk suppliers by the different companies is, in my mind, one of the most difficult problems connected with the industry, and I quite agree with you that the price paid and the butter-fat is not in all cases a true indication of the value of the milk supplied. <box>543 474 664 611</box>
dic-side-line: These? <box>805 118 858 138</box>
nzelec-addr: 161—LAMBTON QUAY—161. <box>918 1386 992 1392</box>
nzelec-body: ELECTRICAL WORK OF EVERY DESCRIPTION carried out promptly and well. HIGH-CLASS ELECTRICAL FITTINGS & Specialty. Electrical Machinery for Every Purpose Erected by Experts. CENTRAL POSITION AND IMMEDIATE ATTENTION. <box>805 1405 1105 1419</box>
gold-table <box>145 1203 278 1251</box>
article-body: Palmerston North, August 23. At a meeting of the suppliers of the Hawke's Bay Dairy Company at Westshore to-day, a move was made in the direction of having all milk-testing done by State officials. The company is a proprietary concern, and the principal speakers at the meeting were Mr. A. H. Nesbit, one of the proprietors. When speaking of the effect which might be obtained by undertaking the milk test, he blackboarded the following tabulation. He said that if the other factories were willing to do likewise, his company was willing to contribute a portion of the cost of erecting a laboratory for the use of every factory within fifty miles of it, in which laboratory the testing would be done by a Government tester, paid by the State, and controlled by the Department. Mr. Veale read the following letter received from the Dairy Commissioner (Mr. D. Cuddie), replying to a communication on the subject: The question of payment to milk suppliers by the different companies is, in my mind, one of the most difficult problems connected with the industry, and I quite agree with you that the price paid and the butter-fat is not in all cases a true indication of the value of the milk supplied. <box>285 630 409 768</box>
article-body: Palmerston North, August 23. At a meeting of the suppliers of the Hawke's Bay Dairy Company at Westshore to-day, a move was made in the direction of having all milk-testing done by State officials. The company is a proprietary concern, and the principal speakers at the meeting were Mr. A. H. Nesbit, one of the proprietors. When speaking of the effect which might be obtained by undertaking the milk test, he blackboarded the following tabulation. He said that if the other factories were willing to do likewise, his company was willing to contribute a portion of the cost of erecting a laboratory for the use of every factory within fifty miles of it, in which laboratory the testing would be done by a Government tester, paid by the State, and controlled by the Department. Mr. Veale read the following letter received from the Dairy Commissioner (Mr. D. Cuddie), replying to a communication on the subject: The question of payment to milk suppliers by the different companies is, in my mind, one of the most difficult problems connected with the industry, and I quite agree with you that the price paid and the butter-fat is not in all cases a true indication of the value of the milk supplied. <box>671 458 791 596</box>
winder-line: ALL OUR SHEETINGS ARE FINLAY'S AND HORROCKSES. <box>880 797 1030 804</box>
bags-right: Brief Bags, from 7s. 6d. <box>1053 1211 1105 1217</box>
winder-line: PILLOW SLIPS, 9¾d., 10½d., 1s. 1d., 1s. 3d., 1s. 6d., 1s. 9d., 2s. 3d. each. <box>805 771 968 778</box>
table-cell: Fat. <box>55 258 68 265</box>
watch-icon <box>813 467 881 553</box>
dic-body <box>805 189 1105 316</box>
advert-wairarapa <box>543 1392 792 1450</box>
table-row: 100lb. 3.7 37lb. 1s1½d. £1 11 6 <box>6 270 127 277</box>
milk-test-table <box>5 258 139 294</box>
bags-sub: BEFORE PURCHASING SEE OUR STOCK. <box>901 1095 1009 1101</box>
table-row: Victoria 311,252 ... <box>146 1209 264 1216</box>
winder-line: BROWN TURKISH TOWELS, 6d., 10½d., 1s. 6d. each. <box>805 784 928 791</box>
table-row: New Zealand 211,436 ... <box>146 1239 264 1246</box>
article-heading: TRUSTS AND THE MEAT TRADE. <box>152 656 271 666</box>
section-title: FARMING AND COMMERCIAL. <box>52 39 230 88</box>
article-body: Palmerston North, August 23. At a meeting of the suppliers of the Hawke's Bay Dairy Company at Westshore to-day, a move was made in the direction of having all milk-testing done by State officials. The company is a proprietary concern, and the principal speakers at the meeting were Mr. A. H. Nesbit, one of the proprietors. When speaking of the effect which might be obtained by undertaking the milk test, he blackboarded the following tabulation. He said that if the other factories were willing to do likewise, his company was willing to contribute a portion of the cost of erecting a laboratory for the use of every factory within fifty miles of it, in which laboratory the testing would be done by a Government tester, paid by the State, and controlled by the Department. Mr. Veale read the following letter received from the Dairy Commissioner (Mr. D. Cuddie), replying to a communication on the subject: The question of payment to milk suppliers by the different companies is, in my mind, one of the most difficult problems connected with the industry, and I quite agree with you that the price paid and the butter-fat is not in all cases a true indication of the value of the milk supplied. <box>5 565 139 689</box>
article-body: Palmerston North, August 23. At a meeting of the suppliers of the Hawke's Bay Dairy Company at Westshore to-day, a move was made in the direction of having all milk-testing done by State officials. The company is a proprietary concern, and the principal speakers at the meeting were Mr. A. H. Nesbit, one of the proprietors. When speaking of the effect which might be obtained by undertaking the milk test, he blackboarded the following tabulation. He said that if the other factories were willing to do likewise, his company was willing to contribute a portion of the cost of erecting a laboratory for the use of every factory within fifty miles of it, in which laboratory the testing would be done by a Government tester, paid by the State, and controlled by the Department. Mr. Veale read the following letter received from the Dairy Commissioner (Mr. D. Cuddie), replying to a communication on the subject: The question of payment to milk suppliers by the different companies is, in my mind, one of the most difficult problems connected with the industry, and I quite agree with you that the price paid and the butter-fat is not in all cases a true indication of the value of the milk supplied. <box>543 611 664 748</box>
column-3 <box>285 26 409 1704</box>
winder-corner: THE CORNER FURNISHING STORE <box>836 831 1074 847</box>
article-body: Palmerston North, August 23. At a meeting of the suppliers of the Hawke's Bay Dairy Company at Westshore to-day, a move was made in the direction of having all milk-testing done by State officials. The company is a proprietary concern, and the principal speakers at the meeting were Mr. A. H. Nesbit, one of the proprietors. When speaking of the effect which might be obtained by undertaking the milk test, he blackboarded the following tabulation. He said that if the other factories were willing to do likewise, his company was willing to contribute a portion of the cost of erecting a laboratory for the use of every factory within fifty miles of it, in which laboratory the testing would be done by a Government tester, paid by the State, and controlled by the Department. Mr. Veale read the following letter received from the Dairy Commissioner (Mr. D. Cuddie), replying to a communication on the subject: The question of payment to milk suppliers by the different companies is, in my mind, one of the most difficult problems connected with the industry, and I quite agree with you that the price paid and the butter-fat is not in all cases a true indication of the value of the milk supplied. <box>285 930 409 1067</box>
advert-griffin: WILLIAM GRIFFIN <box>285 1668 409 1680</box>
advert-nzelec <box>798 1370 1112 1452</box>
advert-sign: H. BOND, New Plymouth. <box>733 1091 792 1098</box>
column-6 <box>671 26 791 733</box>
column-rule <box>281 26 282 1632</box>
article-body: Palmerston North, August 23. At a meeting of the suppliers of the Hawke's Bay Dairy Company at Westshore to-day, a move was made in the direction of having all milk-testing done by State officials. The company is a proprietary concern, and the principal speakers at the meeting were Mr. A. H. Nesbit, one of the proprietors. When speaking of the effect which might be obtained by undertaking the milk test, he blackboarded the following tabulation. He said that if the other factories were willing to do likewise, his company was willing to contribute a portion of the cost of erecting a laboratory for the use of every factory within fifty miles of it, in which laboratory the testing would be done by a Government tester, paid by the State, and controlled by the Department. Mr. Veale read the following letter received from the Dairy Commissioner (Mr. D. Cuddie), replying to a communication on the subject: The question of payment to milk suppliers by the different companies is, in my mind, one of the most difficult problems connected with the industry, and I quite agree with you that the price paid and the butter-fat is not in all cases a true indication of the value of the milk supplied. <box>285 481 409 618</box>
table-row: New South Wales 104,733 ... <box>146 1215 264 1222</box>
advert-firm: HUGH ROBERTS, <box>686 1190 778 1202</box>
winder-counterpanes: COUNTERPANES, for Double Beds, 10s. 6d., 12s. 6d., 15s. 6d. to 30s. 6d. <box>805 804 969 811</box>
advert-griffin-sub: (Member Auckland Stock Exchange). STOCK AND SHAREBROKER. <box>289 1679 405 1692</box>
article-heading: GOLD PRODUCTION. <box>172 1192 251 1202</box>
ford-hp: 20 H.P.—5 Seater. <box>805 1607 898 1621</box>
table-cell: Price. <box>78 258 97 265</box>
dic-top: MAGNIFICENT WINDOW DISPLAYS IN PANAMA AND BRANDON STRIPES OF SUPERB SPRING FASHIONS. <box>873 35 1095 48</box>
divider <box>295 1665 399 1666</box>
article-heading: LIVE STOCK SALES. <box>174 793 249 803</box>
advert-body: Agents for the Undermentioned — DARK AND GARDEN TEA; GENTLEMAN AND STAGS' SPORTS; Real Dairy Wines Imported to N.Z. (Sole N.Z. Agencies.) <box>676 916 788 943</box>
article-body: Palmerston North, August 23. At a meeting of the suppliers of the Hawke's Bay Dairy Company at Westshore to-day, a move was made in the direction of having all milk-testing done by State officials. The company is a proprietary concern, and the principal speakers at the meeting were Mr. A. H. Nesbit, one of the proprietors. When speaking of the effect which might be obtained by undertaking the milk test, he blackboarded the following tabulation. He said that if the other factories were willing to do likewise, his company was willing to contribute a portion of the cost of erecting a laboratory for the use of every factory within fifty miles of it, in which laboratory the testing would be done by a Government tester, paid by the State, and controlled by the Department. Mr. Veale read the following letter received from the Dairy Commissioner (Mr. D. Cuddie), replying to a communication on the subject: The question of payment to milk suppliers by the different companies is, in my mind, one of the most difficult problems connected with the industry, and I quite agree with you that the price paid and the butter-fat is not in all cases a true indication of the value of the milk supplied. <box>5 133 139 258</box>
winder-street: CUBA & MANNERS STREETS. <box>855 885 1055 901</box>
winder-title: Aim at Good Quality and Low Prices in Replenishing the Linen Press, and for Trousseau Requirements. <box>806 721 1104 746</box>
article-heading: NEW ZEALAND FOX TERRIERS' CLUB'S PRODUCE STAKES. <box>417 353 535 370</box>
motor-car-icon <box>809 1495 959 1565</box>
article-heading: ROSS GOLDFIELDS, LTD. <box>548 29 659 39</box>
watch-extra: Do not get your boy to-day, and teach him the value of time. Better still, buy one for yourself, and show him an example. <box>805 583 1067 589</box>
watch-caption: The American "Boy-proof" Watch. 6s. 6d. Post Free. <box>807 553 899 566</box>
article-heading: NEW ZEALAND IRISH TERRIER CLUB SPECIALS. <box>418 1270 534 1286</box>
article-heading: FROZEN MEAT. <box>318 920 376 930</box>
article-subheading: STATE MILK TESTS. <box>47 125 97 132</box>
dic-at: At the D.I.C. <box>916 189 994 204</box>
article-body: Palmerston North, August 23. At a meeting of the suppliers of the Hawke's Bay Dairy Company at Westshore to-day, a move was made in the direction of having all milk-testing done by State officials. The company is a proprietary concern, and the principal speakers at the meeting were Mr. A. H. Nesbit, one of the proprietors. When speaking of the effect which might be obtained by undertaking the milk test, he blackboarded the following tabulation. He said that if the other factories were willing to do likewise, his company was willing to contribute a portion of the cost of erecting a laboratory for the use of every factory within fifty miles of it, in which laboratory the testing would be done by a Government tester, paid by the State, and controlled by the Department. Mr. Veale read the following letter received from the Dairy Commissioner (Mr. D. Cuddie), replying to a communication on the subject: The question of payment to milk suppliers by the different companies is, in my mind, one of the most difficult problems connected with the industry, and I quite agree with you that the price paid and the butter-fat is not in all cases a true indication of the value of the milk supplied. <box>543 886 664 1023</box>
article-heading: WELLINGTON WOOLLEN COMPANY. <box>299 165 395 181</box>
article-body: Palmerston North, August 23. At a meeting of the suppliers of the Hawke's Bay Dairy Company at Westshore to-day, a move was made in the direction of having all milk-testing done by State officials. The company is a proprietary concern, and the principal speakers at the meeting were Mr. A. H. Nesbit, one of the proprietors. When speaking of the effect which might be obtained by undertaking the milk test, he blackboarded the following tabulation. He said that if the other factories were willing to do likewise, his company was willing to contribute a portion of the cost of erecting a laboratory for the use of every factory within fifty miles of it, in which laboratory the testing would be done by a Government tester, paid by the State, and controlled by the Department. Mr. Veale read the following letter received from the Dairy Commissioner (Mr. D. Cuddie), replying to a communication on the subject: The question of payment to milk suppliers by the different companies is, in my mind, one of the most difficult problems connected with the industry, and I quite agree with you that the price paid and the butter-fat is not in all cases a true indication of the value of the milk supplied. <box>5 952 139 1077</box>
article-body: Palmerston North, August 23. At a meeting of the suppliers of the Hawke's Bay Dairy Company at Westshore to-day, a move was made in the direction of having all milk-testing done by State officials. The company is a proprietary concern, and the principal speakers at the meeting were Mr. A. H. Nesbit, one of the proprietors. When speaking of the effect which might be obtained by undertaking the milk test, he blackboarded the following tabulation. He said that if the other factories were willing to do likewise, his company was willing to contribute a portion of the cost of erecting a laboratory for the use of every factory within fifty miles of it, in which laboratory the testing would be done by a Government tester, paid by the State, and controlled by the Department. Mr. Veale read the following letter received from the Dairy Commissioner (Mr. D. Cuddie), replying to a communication on the subject: The question of payment to milk suppliers by the different companies is, in my mind, one of the most difficult problems connected with the industry, and I quite agree with you that the price paid and the butter-fat is not in all cases a true indication of the value of the milk supplied. <box>416 526 536 663</box>
advert-watch <box>798 402 1112 714</box>
article-body: Palmerston North, August 23. At a meeting of the suppliers of the Hawke's Bay Dairy Company at Westshore to-day, a move was made in the direction of having all milk-testing done by State officials. The company is a proprietary concern, and the principal speakers at the meeting were Mr. A. H. Nesbit, one of the proprietors. When speaking of the effect which might be obtained by undertaking the milk test, he blackboarded the following tabulation. He said that if the other factories were willing to do likewise, his company was willing to contribute a portion of the cost of erecting a laboratory for the use of every factory within fifty miles of it, in which laboratory the testing would be done by a Government tester, paid by the State, and controlled by the Department. Mr. Veale read the following letter received from the Dairy Commissioner (Mr. D. Cuddie), replying to a communication on the subject: The question of payment to milk suppliers by the different companies is, in my mind, one of the most difficult problems connected with the industry, and I quite agree with you that the price paid and the butter-fat is not in all cases a true indication of the value of the milk supplied. <box>285 181 409 319</box>
advert-body: TWO to three years old HEREFORD BULLS for SALE, bred on hills, with no artificial feeding. Suitable for Herd Book. Apply to <box>672 1124 792 1144</box>
article-heading: POSSIBLE HORSE MARKET. <box>160 115 263 124</box>
advert-winder <box>798 716 1112 1068</box>
phone-text: Phone 18. <box>672 868 694 874</box>
article-body: Palmerston North, August 23. At a meeting of the suppliers of the Hawke's Bay Dairy Company at Westshore to-day, a move was made in the direction of having all milk-testing done by State officials. The company is a proprietary concern, and the principal speakers at the meeting were Mr. A. H. Nesbit, one of the proprietors. When speaking of the effect which might be obtained by undertaking the milk test, he blackboarded the following tabulation. He said that if the other factories were willing to do likewise, his company was willing to contribute a portion of the cost of erecting a laboratory for the use of every factory within fifty miles of it, in which laboratory the testing would be done by a Government tester, paid by the State, and controlled by the Department. Mr. Veale read the following letter received from the Dairy Commissioner (Mr. D. Cuddie), replying to a communication on the subject: The question of payment to milk suppliers by the different companies is, in my mind, one of the most difficult problems connected with the industry, and I quite agree with you that the price paid and the butter-fat is not in all cases a true indication of the value of the milk supplied. <box>5 294 139 419</box>
article-body: Palmerston North, August 23. At a meeting of the suppliers of the Hawke's Bay Dairy Company at Westshore to-day, a move was made in the direction of having all milk-testing done by State officials. The company is a proprietary concern, and the principal speakers at the meeting were Mr. A. H. Nesbit, one of the proprietors. When speaking of the effect which might be obtained by undertaking the milk test, he blackboarded the following tabulation. He said that if the other factories were willing to do likewise, his company was willing to contribute a portion of the cost of erecting a laboratory for the use of every factory within fifty miles of it, in which laboratory the testing would be done by a Government tester, paid by the State, and controlled by the Department. Mr. Veale read the following letter received from the Dairy Commissioner (Mr. D. Cuddie), replying to a communication on the subject: The question of payment to milk suppliers by the different companies is, in my mind, one of the most difficult problems connected with the industry, and I quite agree with you that the price paid and the butter-fat is not in all cases a true indication of the value of the milk supplied. <box>285 1387 409 1524</box>
guardian-title: GUARDIAN <box>805 1277 926 1302</box>
article-body: Palmerston North, August 23. At a meeting of the suppliers of the Hawke's Bay Dairy Company at Westshore to-day, a move was made in the direction of having all milk-testing done by State officials. The company is a proprietary concern, and the principal speakers at the meeting were Mr. A. H. Nesbit, one of the proprietors. When speaking of the effect which might be obtained by undertaking the milk test, he blackboarded the following tabulation. He said that if the other factories were willing to do likewise, his company was willing to contribute a portion of the cost of erecting a laboratory for the use of every factory within fifty miles of it, in which laboratory the testing would be done by a Government tester, paid by the State, and controlled by the Department. Mr. Veale read the following letter received from the Dairy Commissioner (Mr. D. Cuddie), replying to a communication on the subject: The question of payment to milk suppliers by the different companies is, in my mind, one of the most difficult problems connected with the industry, and I quite agree with you that the price paid and the butter-fat is not in all cases a true indication of the value of the milk supplied. <box>285 26 409 163</box>
article-subheading: ANNUAL SHOW. <box>456 45 496 52</box>
table-row: 100lb. 3.4 34lb. 1s1d. £1 12 2 <box>6 288 127 295</box>
lister-the: The <box>575 1305 626 1338</box>
advert-sub: MERCHANT, WOOL BROKER, ETC., KIMBOLTON ROAD, FEILDING. <box>688 1202 776 1215</box>
advert-ford <box>798 1454 1112 1634</box>
table-cell: Test. <box>32 258 48 265</box>
dic-item: 30in. COTTON SHANTUNG—"Bright as silk." At 1s. 6d. yard. <box>805 250 953 257</box>
watch-name: Such a Watch is our "Boy-proof" Watch, which we recommend with the greatest confidence. <box>917 481 1105 494</box>
article-body: Palmerston North, August 23. At a meeting of the suppliers of the Hawke's Bay Dairy Company at Westshore to-day, a move was made in the direction of having all milk-testing done by State officials. The company is a proprietary concern, and the principal speakers at the meeting were Mr. A. H. Nesbit, one of the proprietors. When speaking of the effect which might be obtained by undertaking the milk test, he blackboarded the following tabulation. He said that if the other factories were willing to do likewise, his company was willing to contribute a portion of the cost of erecting a laboratory for the use of every factory within fifty miles of it, in which laboratory the testing would be done by a Government tester, paid by the State, and controlled by the Department. Mr. Veale read the following letter received from the Dairy Commissioner (Mr. D. Cuddie), replying to a communication on the subject: The question of payment to milk suppliers by the different companies is, in my mind, one of the most difficult problems connected with the industry, and I quite agree with you that the price paid and the butter-fat is not in all cases a true indication of the value of the milk supplied. <box>145 403 278 528</box>
nzelec-names: J. BULFORD, Manager. C. J. BREWITT, Engineer. <box>898 1392 1012 1399</box>
article-subheading: [To the Editor.] <box>194 395 229 402</box>
